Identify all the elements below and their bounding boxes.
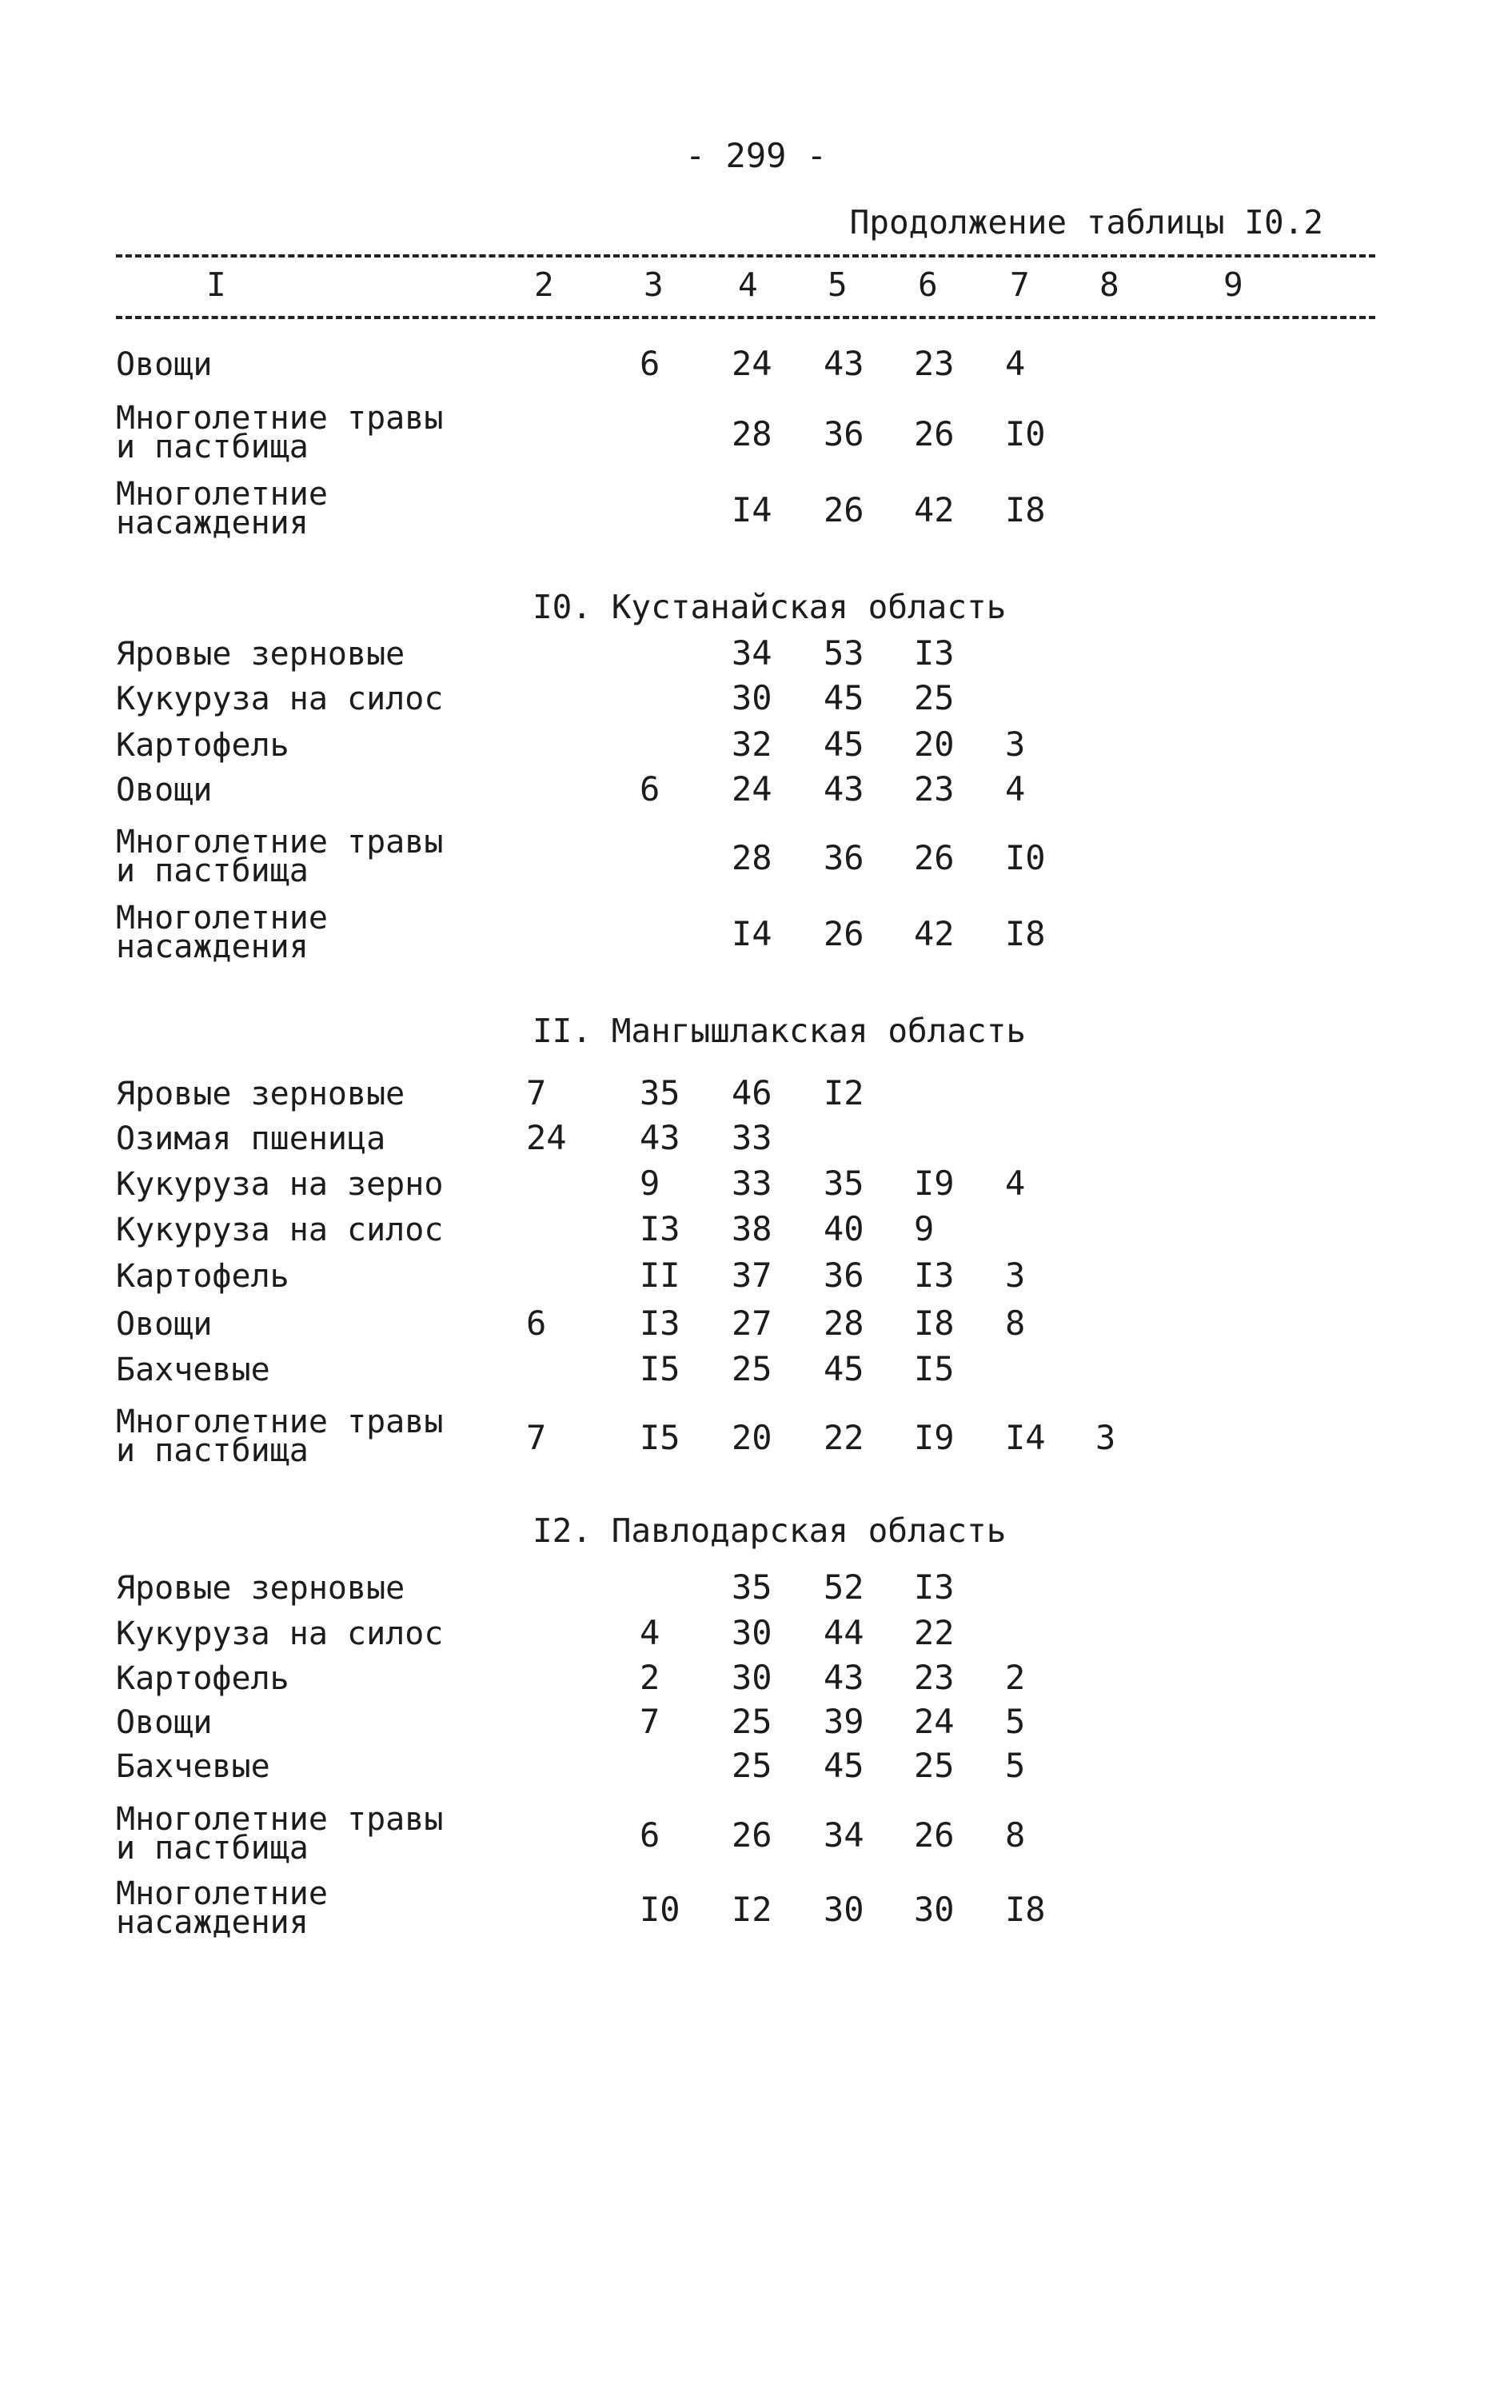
table-cell-col-5: 30 [824,1890,864,1929]
table-cell-col-4: 25 [732,1349,772,1388]
section-title: I2. Павлодарская область [533,1511,1007,1550]
row-label [116,1704,213,1741]
row-label [116,1212,444,1248]
table-cell-col-7: 3 [1005,725,1026,764]
row-label [116,727,289,764]
row-label-line: Яровые зерновые [116,636,405,673]
table-cell-col-6: 42 [914,490,955,529]
table-row [0,400,1512,468]
column-header-5: 5 [828,266,848,304]
column-header-6: 6 [918,266,938,304]
row-label-line: Кукуруза на зерно [116,1166,444,1203]
table-cell-col-3: 43 [640,1118,680,1157]
table-cell-col-7: 2 [1005,1658,1026,1697]
row-label-line: насаждения [116,1904,309,1941]
table-cell-col-7: I8 [1005,914,1046,953]
table-cell-col-3: I3 [640,1209,680,1248]
table-row [0,1801,1512,1869]
row-label-line: Овощи [116,1306,213,1343]
row-label-line: Многолетние [116,476,328,513]
table-cell-col-3: 4 [640,1613,660,1652]
table-cell-col-7: I8 [1005,1890,1046,1929]
table-cell-col-7: 8 [1005,1815,1026,1855]
row-label-line: Яровые зерновые [116,1076,405,1112]
table-cell-col-3: II [640,1256,680,1295]
row-label-line: насаждения [116,505,309,541]
table-cell-col-4: 28 [732,838,772,877]
row-label-line: Кукуруза на силос [116,681,444,717]
table-cell-col-6: I3 [914,633,955,673]
row-label [116,1076,405,1112]
table-cell-col-7: 4 [1005,1164,1026,1203]
table-cell-col-5: 22 [824,1418,864,1457]
table-cell-col-6: 26 [914,414,955,453]
table-cell-col-4: 30 [732,678,772,717]
table-cell-col-2: 7 [526,1073,547,1112]
table-cell-col-5: 36 [824,838,864,877]
table-cell-col-6: 23 [914,769,955,809]
table-cell-col-5: 45 [824,1349,864,1388]
table-cell-col-4: 35 [732,1567,772,1607]
table-cell-col-4: 28 [732,414,772,453]
table-cell-col-5: 45 [824,1746,864,1785]
table-cell-col-7: 3 [1005,1256,1026,1295]
table-cell-col-6: I8 [914,1304,955,1343]
row-label [116,1660,289,1697]
table-cell-col-4: 26 [732,1815,772,1855]
table-cell-col-6: 30 [914,1890,955,1929]
table-cell-col-6: 42 [914,914,955,953]
table-cell-col-5: 26 [824,490,864,529]
table-cell-col-7: I8 [1005,490,1046,529]
row-label-line: Картофель [116,1660,289,1697]
table-cell-col-4: 24 [732,769,772,809]
row-label [116,1120,386,1157]
table-cell-col-2: 7 [526,1418,547,1457]
row-label [116,824,444,889]
table-cell-col-5: 26 [824,914,864,953]
row-label-line: Многолетние [116,900,328,936]
table-cell-col-3: I5 [640,1349,680,1388]
table-cell-col-7: 4 [1005,344,1026,383]
row-label-line: Бахчевые [116,1748,270,1785]
row-label-line: Картофель [116,1258,289,1295]
table-cell-col-4: 33 [732,1118,772,1157]
table-cell-col-5: 43 [824,344,864,383]
table-cell-col-4: 25 [732,1746,772,1785]
table-cell-col-2: 6 [526,1304,547,1343]
table-row [0,476,1512,544]
column-header-7: 7 [1010,266,1030,304]
table-cell-col-4: 27 [732,1304,772,1343]
column-header-4: 4 [738,266,758,304]
table-cell-col-3: 2 [640,1658,660,1697]
row-label-line: Многолетние [116,1875,328,1912]
row-label-line: насаждения [116,928,309,965]
table-row [0,1404,1512,1472]
row-label [116,1615,444,1652]
row-label [116,400,444,465]
row-label-line: Многолетние травы [116,1801,444,1838]
table-cell-col-7: I4 [1005,1418,1046,1457]
row-label-line: и пастбища [116,1432,309,1469]
row-label [116,346,213,383]
table-continuation-caption: Продолжение таблицы I0.2 [849,203,1323,242]
column-header-1: I [206,266,226,304]
table-cell-col-4: I4 [732,490,772,529]
table-cell-col-5: 53 [824,633,864,673]
row-label-line: Многолетние травы [116,400,444,437]
table-cell-col-5: 43 [824,1658,864,1697]
table-cell-col-3: 35 [640,1073,680,1112]
table-cell-col-4: I2 [732,1890,772,1929]
table-cell-col-5: 36 [824,414,864,453]
table-cell-col-3: 6 [640,344,660,383]
table-cell-col-4: I4 [732,914,772,953]
table-cell-col-6: 23 [914,344,955,383]
table-cell-col-7: I0 [1005,838,1046,877]
row-label-line: Овощи [116,346,213,383]
row-label [116,681,444,717]
table-cell-col-5: 43 [824,769,864,809]
table-cell-col-4: 30 [732,1658,772,1697]
row-label [116,1258,289,1295]
column-header-8: 8 [1099,266,1119,304]
row-label-line: Кукуруза на силос [116,1212,444,1248]
row-label-line: Многолетние травы [116,1404,444,1440]
row-label [116,772,213,809]
table-cell-col-4: 30 [732,1613,772,1652]
table-cell-col-5: 45 [824,725,864,764]
row-label-line: Яровые зерновые [116,1570,405,1607]
row-label [116,1306,213,1343]
table-cell-col-6: I9 [914,1164,955,1203]
table-cell-col-4: 34 [732,633,772,673]
table-cell-col-4: 32 [732,725,772,764]
table-cell-col-6: 9 [914,1209,935,1248]
row-label-line: и пастбища [116,429,309,465]
table-cell-col-7: 5 [1005,1746,1026,1785]
row-label [116,1404,444,1469]
row-label [116,1166,444,1203]
table-cell-col-6: 25 [914,678,955,717]
table-cell-col-7: 4 [1005,769,1026,809]
row-label-line: Бахчевые [116,1352,270,1388]
table-cell-col-4: 24 [732,344,772,383]
table-cell-col-8: 3 [1095,1418,1116,1457]
column-header-2: 2 [534,266,554,304]
row-label-line: и пастбища [116,853,309,889]
row-label-line: Кукуруза на силос [116,1615,444,1652]
table-cell-col-5: 44 [824,1613,864,1652]
table-cell-col-4: 46 [732,1073,772,1112]
table-cell-col-6: 20 [914,725,955,764]
table-cell-col-4: 20 [732,1418,772,1457]
row-label-line: и пастбища [116,1830,309,1867]
table-cell-col-6: 26 [914,838,955,877]
row-label [116,1875,328,1941]
table-cell-col-5: 40 [824,1209,864,1248]
table-cell-col-6: 24 [914,1702,955,1741]
section-heading-row [0,1012,1512,1076]
table-cell-col-6: 22 [914,1613,955,1652]
table-row [0,1746,1512,1810]
table-row [0,1875,1512,1943]
table-cell-col-4: 38 [732,1209,772,1248]
page-number: - 299 - [684,136,827,175]
table-cell-col-3: I5 [640,1418,680,1457]
table-cell-col-3: I0 [640,1890,680,1929]
table-cell-col-4: 37 [732,1256,772,1295]
table-row [0,344,1512,408]
table-cell-col-4: 33 [732,1164,772,1203]
row-label [116,1570,405,1607]
table-cell-col-4: 25 [732,1702,772,1741]
table-cell-col-6: 23 [914,1658,955,1697]
table-cell-col-7: 5 [1005,1702,1026,1741]
table-cell-col-3: 9 [640,1164,660,1203]
row-label-line: Овощи [116,772,213,809]
table-cell-col-6: I5 [914,1349,955,1388]
table-row [0,824,1512,892]
row-label-line: Многолетние травы [116,824,444,861]
row-label [116,476,328,541]
section-heading-row [0,1511,1512,1575]
table-cell-col-3: 6 [640,1815,660,1855]
row-label [116,900,328,965]
row-label [116,636,405,673]
column-header-9: 9 [1223,266,1243,304]
table-cell-col-3: 6 [640,769,660,809]
section-title: II. Мангышлакская область [533,1012,1027,1050]
table-cell-col-6: I3 [914,1567,955,1607]
table-cell-col-5: 36 [824,1256,864,1295]
table-row [0,900,1512,968]
row-label-line: Картофель [116,727,289,764]
table-cell-col-7: 8 [1005,1304,1026,1343]
table-cell-col-5: 45 [824,678,864,717]
column-header-3: 3 [644,266,664,304]
table-cell-col-7: I0 [1005,414,1046,453]
table-cell-col-5: 34 [824,1815,864,1855]
table-cell-col-3: 7 [640,1702,660,1741]
row-label-line: Овощи [116,1704,213,1741]
row-label-line: Озимая пшеница [116,1120,386,1157]
row-label [116,1801,444,1867]
table-cell-col-5: 35 [824,1164,864,1203]
row-label [116,1352,270,1388]
section-title: I0. Кустанайская область [533,588,1007,626]
table-cell-col-5: I2 [824,1073,864,1112]
table-cell-col-6: I9 [914,1418,955,1457]
table-cell-col-6: I3 [914,1256,955,1295]
table-cell-col-3: I3 [640,1304,680,1343]
table-cell-col-5: 28 [824,1304,864,1343]
row-label [116,1748,270,1785]
table-cell-col-6: 26 [914,1815,955,1855]
table-cell-col-5: 39 [824,1702,864,1741]
table-cell-col-2: 24 [526,1118,567,1157]
table-cell-col-6: 25 [914,1746,955,1785]
table-cell-col-5: 52 [824,1567,864,1607]
